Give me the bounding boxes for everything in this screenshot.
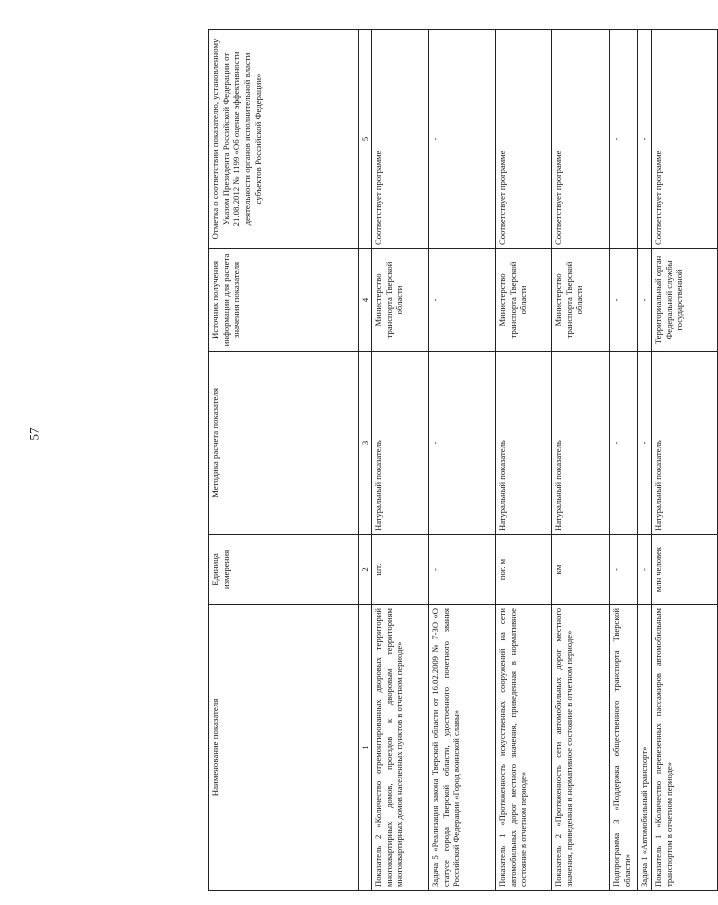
column-number: 2 (359, 535, 372, 605)
task-name: Задача 1 «Автомобильный транспорт» (638, 605, 652, 891)
indicator-compliance: - (638, 30, 652, 249)
header-unit: Единица измерения (209, 535, 359, 605)
column-numbers-row (359, 30, 372, 891)
indicator-method: Натуральный показатель (372, 352, 429, 535)
indicator-source: Министерство транспорта Тверской области (372, 249, 429, 352)
indicator-source: - (429, 249, 496, 352)
header-method: Методика расчета показателя (209, 352, 359, 535)
header-name: Наименование показателя (209, 605, 359, 891)
indicator-source: Министерство транспорта Тверской области (552, 249, 610, 352)
indicator-method: Натуральный показатель (496, 352, 552, 535)
indicator-unit: млн человек (652, 535, 718, 605)
table-row (372, 30, 429, 891)
indicator-unit: - (429, 535, 496, 605)
table-header-row (209, 30, 359, 891)
indicator-source: - (610, 249, 638, 352)
indicator-compliance: - (429, 30, 496, 249)
indicator-unit: пог. м (496, 535, 552, 605)
indicator-unit: шт. (372, 535, 429, 605)
indicator-compliance: Соответствует программе (552, 30, 610, 249)
indicator-name: Задача 5 «Реализация закона Тверской области от 16.02.2009 № 7-ЗО «О статусе города Тверской области, удостоенного почетного звания Российской Федерации «Город воинской славы» (429, 605, 496, 891)
indicator-method: Натуральный показатель (552, 352, 610, 535)
table-row (496, 30, 552, 891)
column-number: 3 (359, 352, 372, 535)
header-source: Источник получения информации для расчета значения показателя (209, 249, 359, 352)
indicator-compliance: - (610, 30, 638, 249)
column-number: 1 (359, 605, 372, 891)
indicator-unit: - (610, 535, 638, 605)
indicator-method: - (429, 352, 496, 535)
indicator-compliance: Соответствует программе (496, 30, 552, 249)
indicator-name: Показатель 2 «Количество отремонтированных дворовых территорий многоквартирных домов, проездов к дворовым территориям многоквартирных домов населенных пунктов в отчетном периоде» (372, 605, 429, 891)
indicator-source: - (638, 249, 652, 352)
header-compliance: Отметка о соответствии показателю, установленному Указом Президента Российской Федерации от 21.08.2012 № 1199 «Об оценке эффективности деятельности органов исполнительной власти субъектов Российской Федерации» (209, 30, 359, 249)
indicator-source: Министерство транспорта Тверской области (496, 249, 552, 352)
page-number: 57 (26, 427, 42, 441)
table-row (552, 30, 610, 891)
indicator-name: Показатель 2 «Протяженность сети автомобильных дорог местного значения, приведенная в нормативное состояние в отчетном периоде» (552, 605, 610, 891)
indicator-source: Территориальный орган Федеральной службы государственной (652, 249, 718, 352)
indicator-method: Натуральный показатель (652, 352, 718, 535)
column-number: 4 (359, 249, 372, 352)
indicator-unit: км (552, 535, 610, 605)
indicator-unit: - (638, 535, 652, 605)
indicator-method: - (610, 352, 638, 535)
indicator-name: Показатель 1 «Количество перевезенных пассажиров автомобильным транспортом в отчетном периоде» (652, 605, 718, 891)
subprogram-name: Подпрограмма 3 «Поддержка общественного транспорта Тверской области» (610, 605, 638, 891)
indicator-compliance: Соответствует программе (372, 30, 429, 249)
column-number: 5 (359, 30, 372, 249)
table-row (652, 30, 718, 891)
table-row (610, 30, 638, 891)
indicator-name: Показатель 1 «Протяженность искусственных сооружений на сети автомобильных дорог местного значения, приведенная в нормативное состояние в отчетном периоде» (496, 605, 552, 891)
indicator-method: - (638, 352, 652, 535)
table-row (638, 30, 652, 891)
table-row (429, 30, 496, 891)
indicator-compliance: Соответствует программе (652, 30, 718, 249)
indicators-table (208, 29, 718, 891)
